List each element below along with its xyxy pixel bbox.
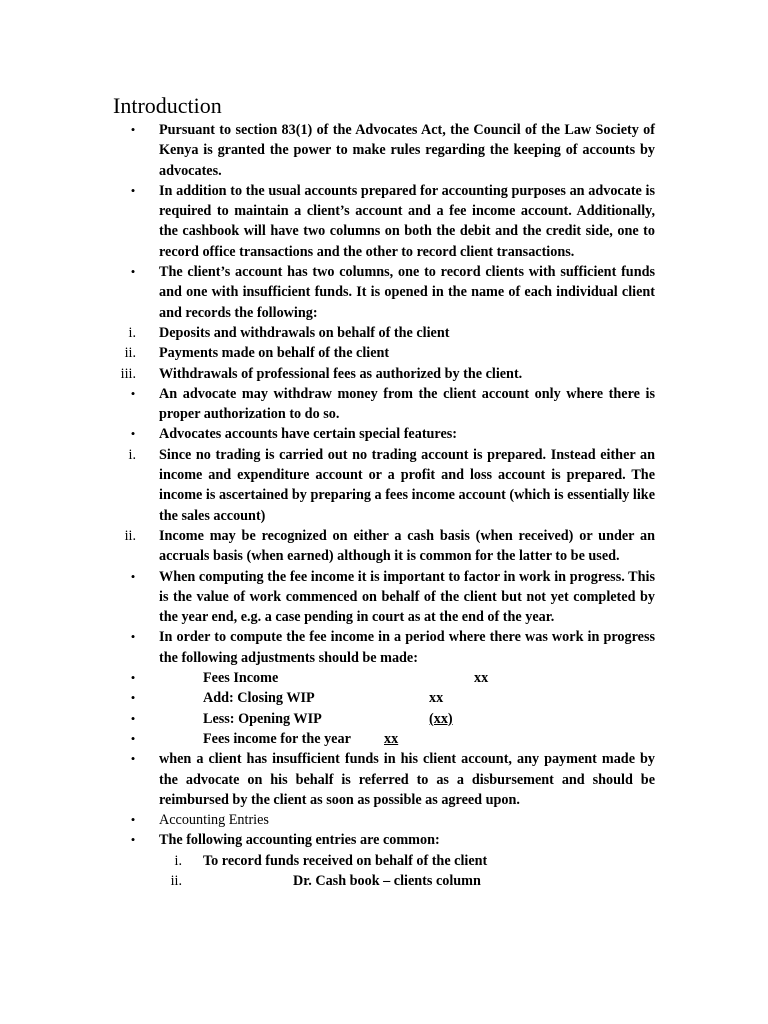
entry-item <box>0 871 768 891</box>
bullet-marker: • <box>130 568 136 584</box>
roman-list-item <box>0 526 768 567</box>
list-item <box>0 120 768 181</box>
bullet-marker: • <box>130 690 136 706</box>
list-item-text: Deposits and withdrawals on behalf of the client <box>159 324 450 341</box>
list-item-text: In addition to the usual accounts prepared for accounting purposes an advocate is required to maintain a client’s account and a fee income account. Additionally, the cashbook will have two columns on both the debit and the credit side, one to record office transactions and the other to record client transactions. <box>159 182 655 260</box>
adjustment-amount: (xx) <box>429 710 453 727</box>
list-item-text: Withdrawals of professional fees as authorized by the client. <box>159 365 523 382</box>
entry-text: To record funds received on behalf of the client <box>203 852 488 869</box>
list-item <box>0 567 768 628</box>
list-item <box>0 830 768 850</box>
bullet-marker: • <box>130 751 136 767</box>
list-item <box>0 384 768 425</box>
bullet-marker: • <box>130 812 136 828</box>
bullet-marker: • <box>130 832 136 848</box>
list-item <box>0 810 768 830</box>
list-item <box>0 424 768 444</box>
adjustment-row <box>0 729 768 749</box>
roman-marker: i. <box>128 446 136 463</box>
bullet-marker: • <box>130 710 136 726</box>
list-item <box>0 749 768 810</box>
bullet-marker: • <box>130 730 136 746</box>
entry-text: Dr. Cash book – clients column <box>293 872 481 889</box>
roman-marker: iii. <box>120 365 136 382</box>
list-item-text: The following accounting entries are common: <box>159 832 440 849</box>
roman-list-item <box>0 323 768 343</box>
list-item-text: when a client has insufficient funds in his client account, any payment made by the advocate on his behalf is referred to as a disbursement and should be reimbursed by the client as soon as possible as agreed upon. <box>159 751 655 808</box>
bullet-marker: • <box>130 385 136 401</box>
list-item <box>0 181 768 262</box>
adjustment-label: Fees income for the year <box>203 730 351 747</box>
roman-marker: ii. <box>124 527 136 544</box>
adjustment-label: Fees Income <box>203 670 279 687</box>
roman-marker: i. <box>174 852 182 869</box>
list-item-text: Payments made on behalf of the client <box>159 345 390 362</box>
list-item-text: Pursuant to section 83(1) of the Advocates Act, the Council of the Law Society of Kenya is granted the power to make rules regarding the keeping of accounts by advocates. <box>159 122 655 179</box>
adjustment-amount: xx <box>474 670 489 687</box>
roman-marker: ii. <box>170 872 182 889</box>
adjustment-row <box>0 709 768 729</box>
list-item-text: The client’s account has two columns, one to record clients with sufficient funds and one with insufficient funds. It is opened in the name of each individual client and records the following: <box>159 264 655 321</box>
list-item <box>0 627 768 668</box>
list-item-text: Since no trading is carried out no trading account is prepared. Instead either an income and expenditure account or a profit and loss account is prepared. The income is ascertained by preparing a fees income account (which is essentially like the sales account) <box>159 446 655 524</box>
page-title: Introduction <box>113 93 222 118</box>
bullet-marker: • <box>130 122 136 137</box>
list-item-text: Advocates accounts have certain special features: <box>159 426 458 443</box>
adjustment-amount: xx <box>429 690 444 707</box>
roman-marker: i. <box>128 324 136 341</box>
roman-list-item <box>0 364 768 384</box>
bullet-marker: • <box>130 264 136 280</box>
section-heading: Accounting Entries <box>159 812 269 829</box>
adjustment-label: Less: Opening WIP <box>203 710 322 727</box>
list-item-text: An advocate may withdraw money from the client account only where there is proper authorization to do so. <box>159 385 655 423</box>
list-item-text: Income may be recognized on either a cash basis (when received) or under an accruals basis (when earned) although it is common for the latter to be used. <box>159 527 655 565</box>
bullet-marker: • <box>130 182 136 198</box>
adjustment-amount: xx <box>384 730 399 747</box>
bullet-marker: • <box>130 629 136 645</box>
bullet-marker: • <box>130 670 136 686</box>
list-item-text: In order to compute the fee income in a period where there was work in progress the following adjustments should be made: <box>159 629 655 666</box>
adjustment-row <box>0 688 768 708</box>
adjustment-label: Add: Closing WIP <box>203 690 315 707</box>
document-body <box>0 120 768 891</box>
list-item <box>0 262 768 323</box>
entry-item <box>0 851 768 871</box>
bullet-marker: • <box>130 426 136 442</box>
roman-list-item <box>0 445 768 526</box>
adjustment-row <box>0 668 768 688</box>
roman-marker: ii. <box>124 345 136 362</box>
roman-list-item <box>0 343 768 363</box>
list-item-text: When computing the fee income it is important to factor in work in progress. This is the value of work commenced on behalf of the client but not yet completed by the year end, e.g. a case pending in court as at the end of the year. <box>159 568 655 626</box>
